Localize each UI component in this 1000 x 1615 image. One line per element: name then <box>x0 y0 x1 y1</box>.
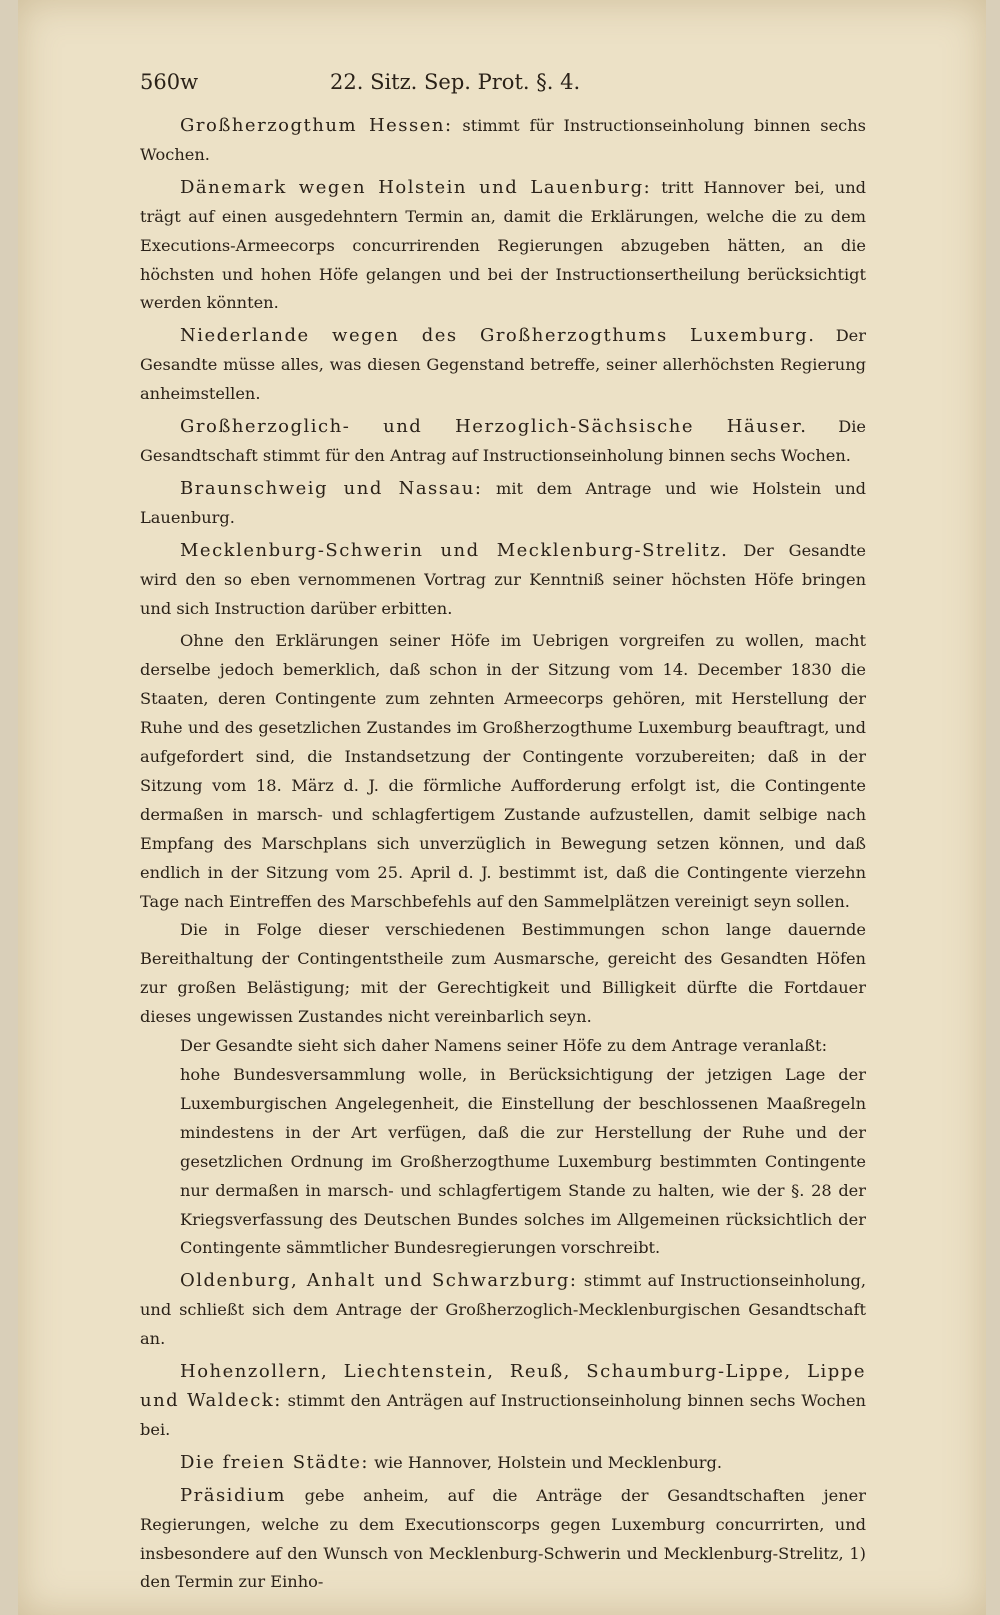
page-number: 560w <box>140 70 199 94</box>
paragraph: Mecklenburg-Schwerin und Mecklenburg-Strelitz. Der Gesandte wird den so eben vernommenen Vortrag zur Kenntniß seiner höchsten Höfe bringen und sich Instruction darüber erbitten. <box>140 539 866 618</box>
state-name: Braunschweig und Nassau: <box>180 477 483 499</box>
state-name: Mecklenburg-Schwerin und Mecklenburg-Strelitz. <box>180 539 729 561</box>
paragraph: Die in Folge dieser verschiedenen Bestimmungen schon lange dauernde Bereithaltung der Contingentstheile zum Ausmarsche, gereicht des Gesandten Höfen zur großen Belästigung; mit der Gerechtigkeit und Billigkeit dürfte die Fortdauer dieses ungewissen Zustandes nicht vereinbarlich seyn. <box>140 920 866 1027</box>
running-title: 22. Sitz. Sep. Prot. §. 4. <box>330 70 581 94</box>
state-name: Niederlande wegen des Großherzogthums Luxemburg. <box>180 325 816 347</box>
state-name: Großherzogthum Hessen: <box>180 115 453 136</box>
paragraph: Niederlande wegen des Großherzogthums Luxemburg. Der Gesandte müsse alles, was diesen Gegenstand betreffe, seiner allerhöchsten Regierung anheimstellen. <box>140 325 866 404</box>
state-name: Präsidium <box>180 1484 286 1506</box>
page-body <box>140 112 866 1597</box>
state-name: Oldenburg, Anhalt und Schwarzburg: <box>180 1270 578 1292</box>
paragraph: Großherzogthum Hessen: stimmt für Instructionseinholung binnen sechs Wochen. <box>140 115 866 164</box>
paragraph: Hohenzollern, Liechtenstein, Reuß, Schaumburg-Lippe, Lippe und Waldeck: stimmt den Anträgen auf Instructionseinholung binnen sechs Wochen bei. <box>140 1361 866 1439</box>
state-name: Großherzoglich- und Herzoglich-Sächsische Häuser. <box>180 416 808 438</box>
page-header <box>140 70 860 100</box>
paragraph: Oldenburg, Anhalt und Schwarzburg: stimmt auf Instructionseinholung, und schließt sich dem Antrage der Großherzoglich-Mecklenburgischen Gesandtschaft an. <box>140 1270 867 1349</box>
paragraph: Der Gesandte sieht sich daher Namens seiner Höfe zu dem Antrage veranlaßt: <box>180 1036 828 1056</box>
paragraph: Ohne den Erklärungen seiner Höfe im Uebrigen vorgreifen zu wollen, macht derselbe jedoch bemerklich, daß schon in der Sitzung vom 14. December 1830 die Staaten, deren Contingente zum zehnten Armeecorps gehören, mit Herstellung der Ruhe und des gesetzlichen Zustandes im Großherzogthume Luxemburg beauftragt, und aufgefordert sind, die Instandsetzung der Contingente vorzubereiten; daß in der Sitzung vom 18. März d. J. die förmliche Aufforderung erfolgt ist, die Contingente dermaßen in marsch- und schlagfertigem Zustande aufzustellen, damit selbige nach Empfang des Marschplans sich unverzüglich in Bewegung setzen können, und daß endlich in der Sitzung vom 25. April d. J. bestimmt ist, daß die Contingente vierzehn Tage nach Eintreffen des Marschbefehls auf den Sammelplätzen vereinigt seyn sollen. <box>140 631 866 911</box>
state-name: Die freien Städte: <box>180 1451 369 1473</box>
state-name: Hohenzollern, Liechtenstein, Reuß, Schaumburg-Lippe, Lippe und Waldeck: <box>140 1361 866 1411</box>
paragraph: Präsidium gebe anheim, auf die Anträge der Gesandtschaften jener Regierungen, welche zu dem Executionscorps gegen Luxemburg concurrirten, und insbesondere auf den Wunsch von Mecklenburg-Schwerin und Mecklenburg-Strelitz, 1) den Termin zur Einho- <box>140 1484 866 1592</box>
state-name: Dänemark wegen Holstein und Lauenburg: <box>180 176 652 198</box>
motion-text: hohe Bundesversammlung wolle, in Berücksichtigung der jetzigen Lage der Luxemburgischen Angelegenheit, die Einstellung der beschlossenen Maaßregeln mindestens in der Art verfügen, daß die zur Herstellung der Ruhe und der gesetzlichen Ordnung im Großherzogthume Luxemburg bestimmten Contingente nur dermaßen in marsch- und schlagfertigem Stande zu halten, wie der §. 28 der Kriegsverfassung des Deutschen Bundes solches im Allgemeinen rücksichtlich der Contingente sämmtlicher Bundesregierungen vorschreibt. <box>180 1065 866 1258</box>
paragraph: Dänemark wegen Holstein und Lauenburg: tritt Hannover bei, und trägt auf einen ausgedehntern Termin an, damit die Erklärungen, welche die zu dem Executions-Armeecorps concurrirenden Regierungen abzugeben hätten, an die höchsten und hohen Höfe gelangen und bei der Instructionsertheilung berücksichtigt werden könnten. <box>140 176 866 313</box>
paragraph: Braunschweig und Nassau: mit dem Antrage und wie Holstein und Lauenburg. <box>140 477 866 527</box>
document-page <box>18 0 986 1615</box>
paragraph: Großherzoglich- und Herzoglich-Sächsische Häuser. Die Gesandtschaft stimmt für den Antrag auf Instructionseinholung binnen sechs Wochen. <box>140 416 866 465</box>
paragraph: Die freien Städte: wie Hannover, Holstein und Mecklenburg. <box>180 1451 723 1473</box>
